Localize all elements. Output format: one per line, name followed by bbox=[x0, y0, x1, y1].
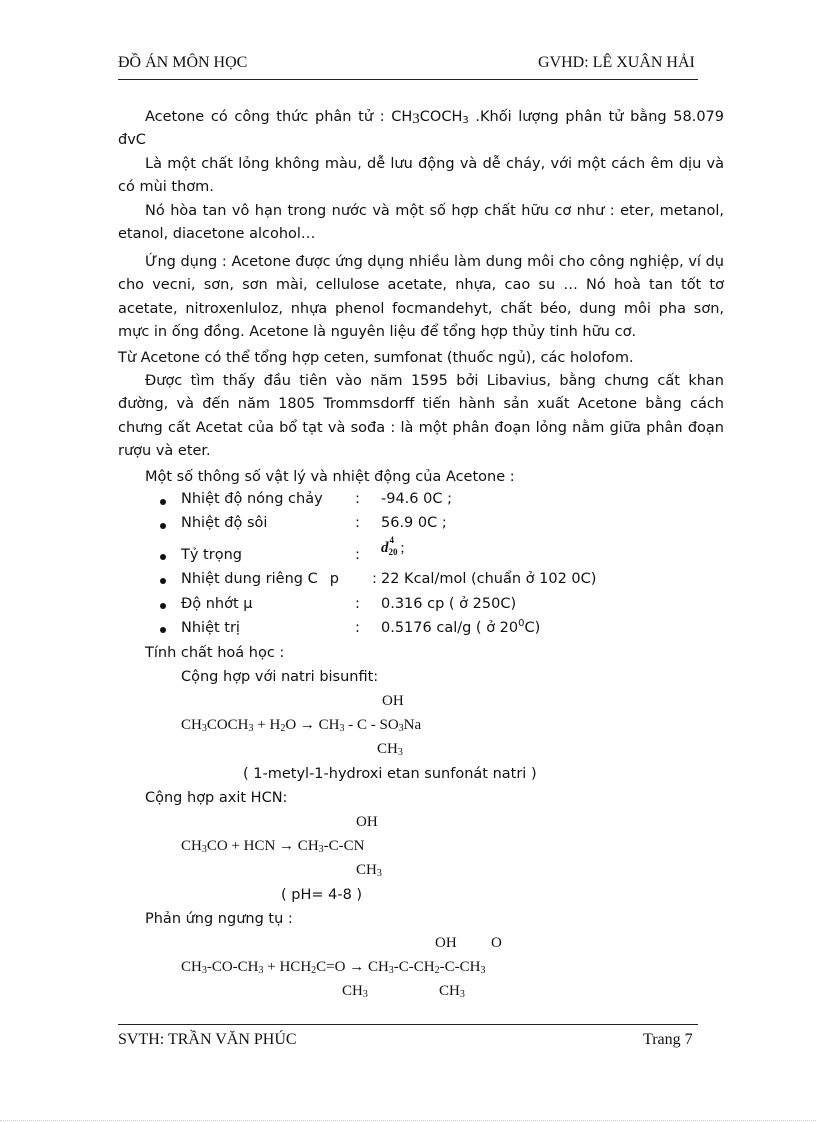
property-value: 56.9 0C ; bbox=[381, 515, 447, 531]
property-name: Nhiệt trị bbox=[181, 620, 240, 636]
page-edge bbox=[0, 1120, 816, 1121]
paragraph-properties-intro: Một số thông số vật lý và nhiệt động của Acetone : bbox=[145, 469, 515, 485]
property-colon: : bbox=[355, 491, 360, 507]
property-colon: : bbox=[355, 515, 360, 531]
reaction2-equation: $CH_3CO$ + HCN → $CH_3-C-CN$ bbox=[181, 838, 365, 855]
reaction2-title: Cộng hợp axit HCN: bbox=[145, 790, 288, 806]
paragraph-applications: Ứng dụng : Acetone được ứng dụng nhiều làm dung môi cho công nghiệp, ví dụ cho vecni, sơn, sơn mài, cellulose acetate, nhựa, cao su … Nó hoà tan tốt tơ acetate, nitroxenluloz, nhựa phenol focmandehyt, chất béo, dung môi pha sơn, mực in ống đồng. Acetone là nguyên liệu để tổng hợp thủy tinh hữu cơ. bbox=[118, 254, 724, 340]
page-number: Trang 7 bbox=[643, 1031, 693, 1048]
bullet-icon bbox=[160, 578, 166, 584]
property-value: 0.5176 cal/g ( ở $20^0C$) bbox=[381, 618, 541, 636]
property-value: -94.6 0C ; bbox=[381, 491, 452, 507]
reaction1-oh: OH bbox=[382, 693, 404, 709]
header-rule bbox=[118, 79, 698, 80]
paragraph-synthesis: Từ Acetone có thể tổng hợp ceten, sumfonat (thuốc ngủ), các holofom. bbox=[118, 350, 634, 366]
property-value: 22 Kcal/mol (chuẩn ở 102 0C) bbox=[381, 571, 597, 587]
property-colon: : bbox=[372, 571, 377, 587]
chem-heading: Tính chất hoá học : bbox=[145, 645, 285, 661]
property-colon: : bbox=[355, 620, 360, 636]
reaction2-oh: OH bbox=[356, 814, 378, 830]
reaction1-title: Cộng hợp với natri bisunfit: bbox=[181, 669, 379, 685]
reaction3-title: Phản ứng ngưng tụ : bbox=[145, 911, 293, 927]
property-name: Độ nhớt μ bbox=[181, 596, 253, 612]
property-name: Nhiệt độ nóng chảy bbox=[181, 491, 323, 507]
reaction1-ch3: $CH_3$ bbox=[377, 741, 403, 758]
bullet-icon bbox=[160, 523, 166, 529]
property-name: Nhiệt dung riêng C p bbox=[181, 571, 339, 587]
reaction3-oh: OH bbox=[435, 935, 457, 951]
paragraph-formula: Acetone có công thức phân tử : $CH_3COCH_3$ .Khối lượng phân tử bằng 58.079 đvC bbox=[118, 109, 724, 149]
footer-left: SVTH: TRẦN VĂN PHÚC bbox=[118, 1031, 297, 1048]
paragraph-history: Được tìm thấy đầu tiên vào năm 1595 bởi Libavius, bằng chưng cất khan đường, và đến năm 1805 Trommsdorff tiến hành sản xuất Acetone bằng cách chưng cất Acetat của bổ tạt và sođa : là một phân đoạn lỏng nằm giữa phân đoạn rượu và eter. bbox=[118, 373, 724, 459]
header-left: ĐỒ ÁN MÔN HỌC bbox=[118, 54, 248, 71]
bullet-icon bbox=[160, 554, 166, 560]
property-name: Nhiệt độ sôi bbox=[181, 515, 268, 531]
paragraph-solubility: Nó hòa tan vô hạn trong nước và một số hợp chất hữu cơ như : eter, metanol, etanol, diacetone alcohol… bbox=[118, 203, 724, 243]
property-colon: : bbox=[355, 547, 360, 563]
reaction3-equation: $CH_3-CO-CH_3 + HCH_2C=O \to CH_3-C-CH_2-C-CH_3$ bbox=[181, 959, 486, 976]
reaction1-equation: $CH_3COCH_3 + H_2O \to CH_3 - C - SO_3Na$ bbox=[181, 717, 422, 734]
bullet-icon bbox=[160, 603, 166, 609]
footer-rule bbox=[118, 1024, 698, 1025]
reaction2-ch3: $CH_3$ bbox=[356, 862, 382, 879]
property-value: 0.316 cp ( ở 250C) bbox=[381, 596, 517, 612]
property-name: Tỷ trọng bbox=[181, 547, 242, 563]
reaction2-ph: ( pH= 4-8 ) bbox=[281, 887, 363, 903]
property-colon: : bbox=[355, 596, 360, 612]
paragraph-description: Là một chất lỏng không màu, dễ lưu động và dễ cháy, với một cách êm dịu và có mùi thơm. bbox=[118, 156, 724, 196]
bullet-icon bbox=[160, 499, 166, 505]
reaction3-ch3-right: $CH_3$ bbox=[439, 983, 465, 1000]
property-value-density: d 4 20 ; bbox=[381, 535, 405, 557]
reaction3-o: O bbox=[491, 935, 502, 951]
reaction3-ch3-left: $CH_3$ bbox=[342, 983, 368, 1000]
reaction1-product-name: ( 1-metyl-1-hydroxi etan sunfonát natri ) bbox=[243, 766, 537, 782]
header-right: GVHD: LÊ XUÂN HẢI bbox=[538, 54, 695, 71]
bullet-icon bbox=[160, 627, 166, 633]
